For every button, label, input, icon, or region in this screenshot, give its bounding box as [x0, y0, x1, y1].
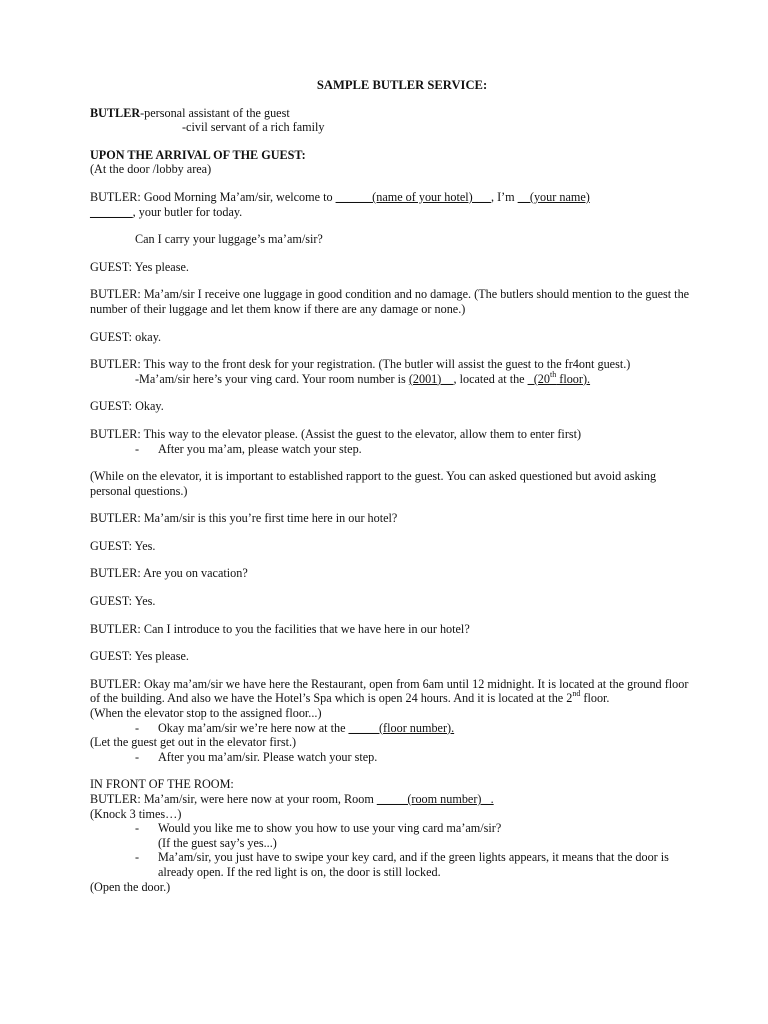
- restaurant-sup: nd: [572, 689, 581, 699]
- knock-note: (Knock 3 times…): [90, 806, 182, 821]
- greeting-middle: , I’m: [490, 189, 518, 204]
- restaurant-end: floor.: [580, 691, 610, 706]
- greeting-prefix: BUTLER: Good Morning Ma’am/sir, welcome to: [90, 189, 336, 204]
- after-you-item: [90, 750, 690, 765]
- dash-marker: -: [135, 441, 140, 456]
- butler-elevator-paragraph: BUTLER: This way to the elevator please. (Assist the guest to the elevator, allow them to enter first): [90, 426, 582, 441]
- guest-reply-3: GUEST: Okay.: [90, 399, 164, 414]
- guest-reply-2: GUEST: okay.: [90, 329, 162, 344]
- floor-arrival-item: [90, 721, 690, 736]
- floor-field-sup: th: [549, 369, 557, 379]
- guest-reply-4: GUEST: Yes.: [90, 538, 156, 553]
- elevator-stop-note: (When the elevator stop to the assigned floor...): [90, 706, 322, 721]
- elevator-step-text: After you ma’am, please watch your step.: [158, 441, 362, 456]
- document-page: [90, 78, 690, 894]
- butler-term: BUTLER: [90, 105, 141, 120]
- arrival-heading: UPON THE ARRIVAL OF THE GUEST:: [90, 147, 306, 162]
- room-card-line: [90, 369, 690, 387]
- room-number-field: (2001)__: [408, 371, 454, 386]
- floor-field-post: floor).: [556, 371, 591, 386]
- hotel-name-field: ______(name of your hotel)___: [335, 189, 491, 204]
- butler-vacation-question: BUTLER: Are you on vacation?: [90, 566, 248, 581]
- show-card-item: [90, 821, 690, 836]
- butler-first-time-question: BUTLER: Ma’am/sir is this you’re first time here in our hotel?: [90, 511, 398, 526]
- dash-marker: -: [135, 749, 140, 764]
- greeting-paragraph: [90, 190, 690, 219]
- butler-luggage-paragraph: BUTLER: Ma’am/sir I receive one luggage in good condition and no damage. (The butlers should mention to the guest the number of their luggage and let them know if there are any damage or none.): [90, 287, 690, 316]
- arrival-note: (At the door /lobby area): [90, 162, 212, 177]
- elevator-step-item: [90, 442, 690, 457]
- butler-definition-line-2: -civil servant of a rich family: [182, 120, 325, 135]
- your-name-field-continued: _______: [90, 204, 133, 219]
- floor-arrival-text: [158, 721, 690, 736]
- rapport-note: (While on the elevator, it is important to established rapport to the guest. You can asked questioned but avoid asking personal questions.): [90, 469, 657, 498]
- butler-facilities-question: BUTLER: Can I introduce to you the facilities that we have here in our hotel?: [90, 621, 470, 636]
- guest-reply-1: GUEST: Yes please.: [90, 259, 189, 274]
- butler-definition-line-1: [90, 106, 690, 121]
- floor-arrival-prefix: Okay ma’am/sir we’re here now at the: [158, 720, 349, 735]
- floor-field-pre: _(20: [527, 371, 550, 386]
- butler-frontdesk-paragraph: BUTLER: This way to the front desk for your registration. (The butler will assist the guest to the fr4ont guest.): [90, 357, 631, 372]
- document-title: SAMPLE BUTLER SERVICE:: [316, 78, 488, 92]
- luggage-question: Can I carry your luggage’s ma’am/sir?: [135, 232, 323, 247]
- your-name-field: __(your name): [517, 189, 590, 204]
- room-arrival-line: [90, 792, 690, 807]
- restaurant-text: BUTLER: Okay ma’am/sir we have here the Restaurant, open from 6am until 12 midnight. It is located at the ground floor of the building. And also we have the Hotel’s Spa which is open 24 hours. And it is located at the 2: [90, 676, 689, 706]
- room-card-prefix: -Ma’am/sir here’s your ving card. Your room number is: [135, 371, 409, 386]
- greeting-suffix: , your butler for today.: [132, 204, 243, 219]
- definition-text-1: -personal assistant of the guest: [140, 105, 290, 120]
- show-card-text: Would you like me to show you how to use your ving card ma’am/sir?: [158, 821, 502, 836]
- floor-field: [527, 369, 591, 386]
- open-door-note: (Open the door.): [90, 879, 171, 894]
- butler-restaurant-paragraph: [90, 677, 690, 706]
- room-number-blank: _____(room number)_ .: [376, 792, 494, 806]
- guest-reply-6: GUEST: Yes please.: [90, 649, 189, 664]
- dash-marker: -: [135, 720, 140, 735]
- guest-reply-5: GUEST: Yes.: [90, 594, 156, 609]
- swipe-instructions-item: [90, 850, 690, 879]
- room-card-middle: , located at the: [453, 371, 528, 386]
- dash-marker: -: [135, 821, 140, 836]
- swipe-instructions-text: Ma’am/sir, you just have to swipe your key card, and if the green lights appears, it means that the door is already open. If the red light is on, the door is still locked.: [158, 850, 669, 879]
- after-you-text: After you ma’am/sir. Please watch your step.: [158, 749, 378, 764]
- dash-marker: -: [135, 850, 140, 865]
- let-guest-note: (Let the guest get out in the elevator first.): [90, 735, 297, 750]
- room-arrival-prefix: BUTLER: Ma’am/sir, were here now at your room, Room: [90, 792, 377, 806]
- guest-says-yes-note: (If the guest say’s yes...): [158, 835, 277, 850]
- front-room-heading: IN FRONT OF THE ROOM:: [90, 777, 234, 792]
- floor-number-field: _____(floor number).: [348, 720, 455, 735]
